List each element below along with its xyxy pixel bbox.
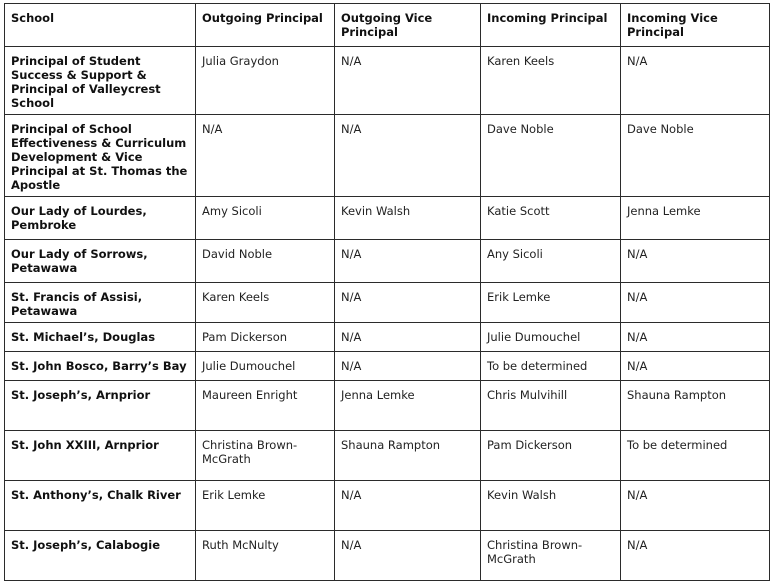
incoming-principal-cell: Chris Mulvihill bbox=[481, 381, 621, 431]
incoming-vice-principal-cell: N/A bbox=[621, 47, 770, 115]
header-outgoing-vice-principal: Outgoing Vice Principal bbox=[335, 4, 481, 47]
school-cell: Our Lady of Lourdes, Pembroke bbox=[5, 197, 196, 240]
header-row bbox=[5, 4, 770, 47]
incoming-principal-cell: Any Sicoli bbox=[481, 240, 621, 283]
outgoing-principal-cell: N/A bbox=[196, 115, 335, 197]
header-outgoing-principal: Outgoing Principal bbox=[196, 4, 335, 47]
incoming-vice-principal-cell: N/A bbox=[621, 240, 770, 283]
incoming-vice-principal-cell: Dave Noble bbox=[621, 115, 770, 197]
outgoing-principal-cell: Ruth McNulty bbox=[196, 531, 335, 581]
incoming-principal-cell: Katie Scott bbox=[481, 197, 621, 240]
outgoing-principal-cell: Erik Lemke bbox=[196, 481, 335, 531]
incoming-vice-principal-cell: Jenna Lemke bbox=[621, 197, 770, 240]
incoming-vice-principal-cell: N/A bbox=[621, 283, 770, 323]
incoming-principal-cell: To be determined bbox=[481, 352, 621, 381]
outgoing-vice-principal-cell: N/A bbox=[335, 47, 481, 115]
incoming-vice-principal-cell: N/A bbox=[621, 481, 770, 531]
principal-assignments-table bbox=[4, 3, 770, 581]
outgoing-vice-principal-cell: Jenna Lemke bbox=[335, 381, 481, 431]
table-row bbox=[5, 115, 770, 197]
outgoing-vice-principal-cell: Kevin Walsh bbox=[335, 197, 481, 240]
incoming-principal-cell: Pam Dickerson bbox=[481, 431, 621, 481]
incoming-vice-principal-cell: To be determined bbox=[621, 431, 770, 481]
school-cell: Our Lady of Sorrows, Petawawa bbox=[5, 240, 196, 283]
outgoing-principal-cell: Pam Dickerson bbox=[196, 323, 335, 352]
incoming-vice-principal-cell: N/A bbox=[621, 531, 770, 581]
header-incoming-principal: Incoming Principal bbox=[481, 4, 621, 47]
outgoing-vice-principal-cell: N/A bbox=[335, 115, 481, 197]
outgoing-principal-cell: Karen Keels bbox=[196, 283, 335, 323]
incoming-principal-cell: Kevin Walsh bbox=[481, 481, 621, 531]
table-row bbox=[5, 47, 770, 115]
incoming-vice-principal-cell: Shauna Rampton bbox=[621, 381, 770, 431]
school-cell: St. Joseph’s, Arnprior bbox=[5, 381, 196, 431]
table-row bbox=[5, 240, 770, 283]
school-cell: St. Francis of Assisi, Petawawa bbox=[5, 283, 196, 323]
school-cell: St. John Bosco, Barry’s Bay bbox=[5, 352, 196, 381]
table-row bbox=[5, 381, 770, 431]
outgoing-vice-principal-cell: N/A bbox=[335, 240, 481, 283]
school-cell: Principal of School Effectiveness & Curriculum Development & Vice Principal at St. Thomas the Apostle bbox=[5, 115, 196, 197]
school-cell: St. John XXIII, Arnprior bbox=[5, 431, 196, 481]
incoming-vice-principal-cell: N/A bbox=[621, 323, 770, 352]
header-incoming-vice-principal: Incoming Vice Principal bbox=[621, 4, 770, 47]
outgoing-vice-principal-cell: N/A bbox=[335, 283, 481, 323]
table-row bbox=[5, 431, 770, 481]
outgoing-principal-cell: Julia Graydon bbox=[196, 47, 335, 115]
outgoing-vice-principal-cell: Shauna Rampton bbox=[335, 431, 481, 481]
school-cell: St. Joseph’s, Calabogie bbox=[5, 531, 196, 581]
table-row bbox=[5, 531, 770, 581]
incoming-principal-cell: Julie Dumouchel bbox=[481, 323, 621, 352]
incoming-principal-cell: Erik Lemke bbox=[481, 283, 621, 323]
school-cell: St. Michael’s, Douglas bbox=[5, 323, 196, 352]
outgoing-principal-cell: Maureen Enright bbox=[196, 381, 335, 431]
incoming-principal-cell: Christina Brown-McGrath bbox=[481, 531, 621, 581]
outgoing-principal-cell: Amy Sicoli bbox=[196, 197, 335, 240]
table-row bbox=[5, 197, 770, 240]
outgoing-principal-cell: Christina Brown-McGrath bbox=[196, 431, 335, 481]
table-row bbox=[5, 352, 770, 381]
outgoing-vice-principal-cell: N/A bbox=[335, 481, 481, 531]
table-row bbox=[5, 481, 770, 531]
table-row bbox=[5, 283, 770, 323]
incoming-principal-cell: Dave Noble bbox=[481, 115, 621, 197]
school-cell: St. Anthony’s, Chalk River bbox=[5, 481, 196, 531]
table-row bbox=[5, 323, 770, 352]
incoming-principal-cell: Karen Keels bbox=[481, 47, 621, 115]
outgoing-principal-cell: David Noble bbox=[196, 240, 335, 283]
outgoing-vice-principal-cell: N/A bbox=[335, 531, 481, 581]
outgoing-vice-principal-cell: N/A bbox=[335, 323, 481, 352]
header-school: School bbox=[5, 4, 196, 47]
outgoing-principal-cell: Julie Dumouchel bbox=[196, 352, 335, 381]
outgoing-vice-principal-cell: N/A bbox=[335, 352, 481, 381]
school-cell: Principal of Student Success & Support & Principal of Valleycrest School bbox=[5, 47, 196, 115]
incoming-vice-principal-cell: N/A bbox=[621, 352, 770, 381]
